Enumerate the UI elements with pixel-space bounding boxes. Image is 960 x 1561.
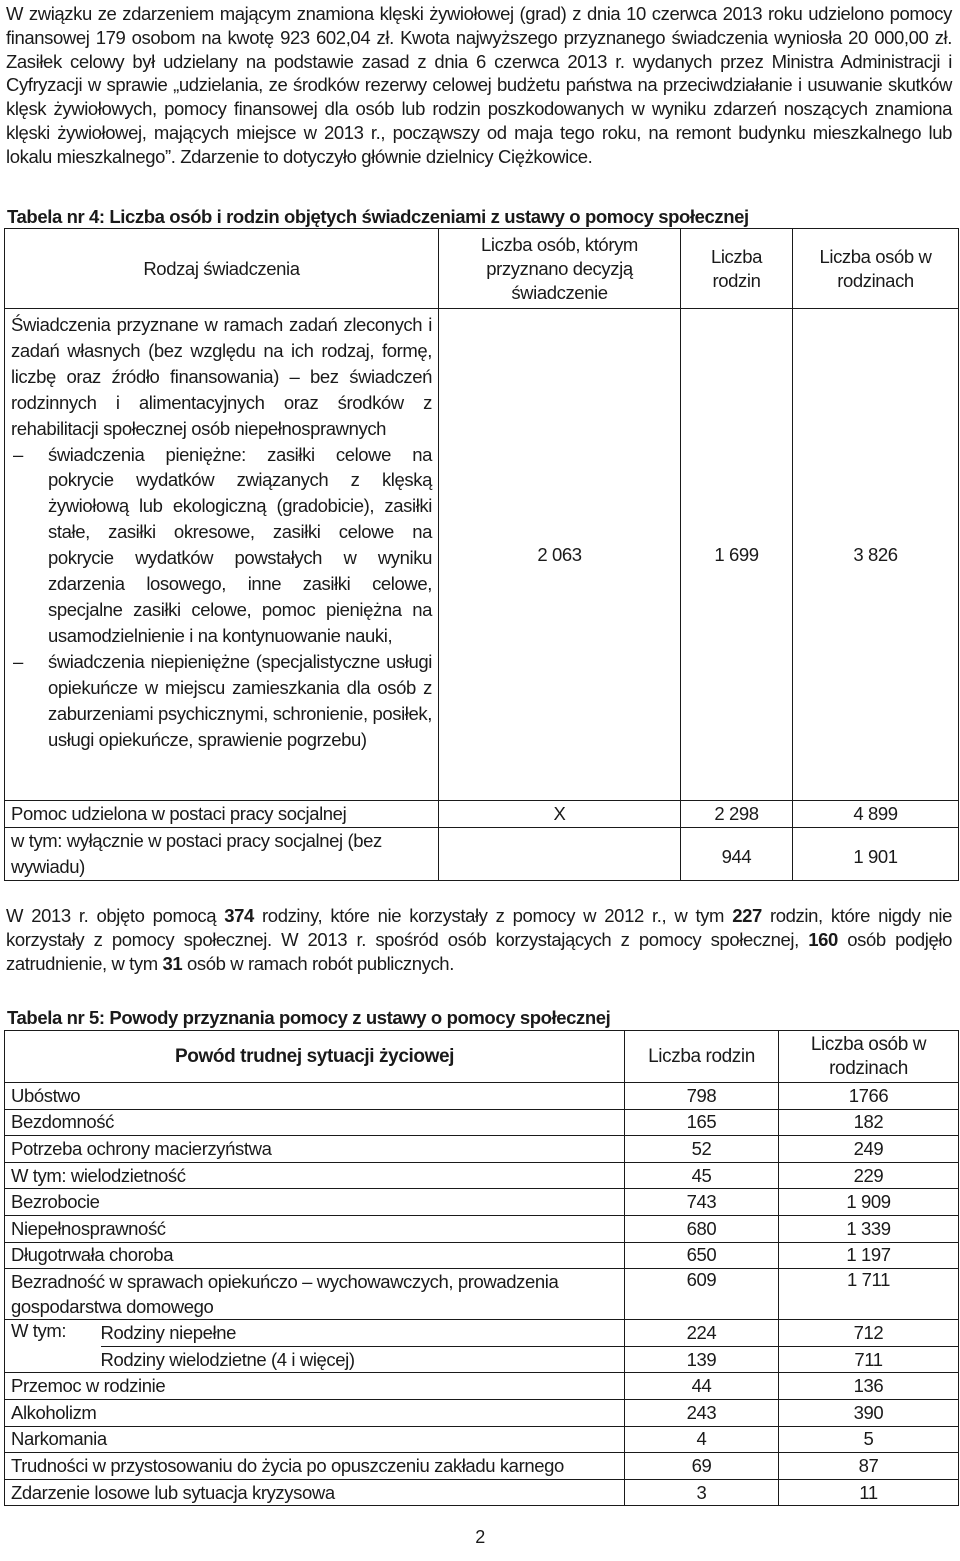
table-row: [5, 1320, 959, 1347]
table4-row1-intro: Świadczenia przyznane w ramach zadań zleconych i zadań własnych (bez względu na ich rodzaj, formę, liczbę oraz źródło finansowania) – bez świadczeń rodzinnych i alimentacyjnych oraz środków z rehabilitacji społecznej osób niepełnosprawnych: [11, 314, 432, 439]
table5-row-families: 139: [625, 1346, 779, 1373]
table5-row-families: 165: [625, 1109, 779, 1136]
table4-row1-bullet-noncash: – świadczenia niepieniężne (specjalistyczne usługi opiekuńcze w miejscu zamieszkania dla osób z zaburzeniami psychicznymi, schronienie, posiłek, usługi opiekuńcze, sprawienie pogrzebu): [11, 649, 432, 753]
table-row: [5, 1215, 959, 1242]
table5-row-families: 798: [625, 1083, 779, 1110]
table-row: [5, 1083, 959, 1110]
table-row: [5, 1136, 959, 1163]
table5-header-row: [5, 1031, 959, 1083]
table5-row-people: 249: [779, 1136, 959, 1163]
table5-row-label: Trudności w przystosowaniu do życia po opuszczeniu zakładu karnego: [5, 1453, 625, 1480]
summary-text-5: osób w ramach robót publicznych.: [182, 952, 454, 974]
summary-text-4: osób podjęło zatrudnienie, w tym: [6, 928, 952, 974]
table5-row-label: Bezdomność: [5, 1109, 625, 1136]
table4-row3-persons: [439, 827, 681, 880]
table5-row-label: Bezrobocie: [5, 1189, 625, 1216]
table5-header-reason: Powód trudnej sytuacji życiowej: [5, 1031, 625, 1083]
table5-row-people: 182: [779, 1109, 959, 1136]
table5-row-people: 1 339: [779, 1215, 959, 1242]
summary-paragraph: [6, 904, 952, 975]
table5-row-families: 4: [625, 1426, 779, 1453]
table-row: [5, 1399, 959, 1426]
table5-row-people: 1 909: [779, 1189, 959, 1216]
table5-header-families: Liczba rodzin: [625, 1031, 779, 1083]
table4-caption: Tabela nr 4: Liczba osób i rodzin objętych świadczeniami z ustawy o pomocy społecznej: [7, 206, 749, 227]
table4-row1-persons: 2 063: [439, 309, 681, 801]
table5-row-label: Zdarzenie losowe lub sytuacja kryzysowa: [5, 1479, 625, 1506]
table4-row1-families: 1 699: [681, 309, 793, 801]
table5-row-people: 87: [779, 1453, 959, 1480]
table4-row-benefits: [5, 309, 959, 801]
table4: [4, 228, 959, 881]
page-number: 2: [475, 1527, 485, 1547]
summary-text-1: W 2013 r. objęto pomocą: [6, 905, 225, 926]
summary-value-employed: 160: [808, 928, 838, 950]
table4-row3-families: 944: [681, 827, 793, 880]
table-row: [5, 1426, 959, 1453]
table5-row-label: Ubóstwo: [5, 1083, 625, 1110]
table5-row-families: 44: [625, 1373, 779, 1400]
table-row: [5, 1373, 959, 1400]
table5-row-people: 11: [779, 1479, 959, 1506]
table5-row-families: 650: [625, 1242, 779, 1269]
table5-row-people: 1766: [779, 1083, 959, 1110]
table5-row-families: 680: [625, 1215, 779, 1242]
table-row: [5, 1109, 959, 1136]
table4-row3-people: 1 901: [793, 827, 959, 880]
table5-row-people: 5: [779, 1426, 959, 1453]
table-row: [5, 1479, 959, 1506]
table5-row-people: 1 197: [779, 1242, 959, 1269]
summary-value-public-works: 31: [162, 952, 183, 974]
table5-row-label: Alkoholizm: [5, 1399, 625, 1426]
table5-row-people: 390: [779, 1399, 959, 1426]
table5-header-people: Liczba osób w rodzinach: [779, 1031, 959, 1083]
table5-row-people: 229: [779, 1162, 959, 1189]
table4-header-type: Rodzaj świadczenia: [5, 229, 439, 309]
table4-header-families: Liczba rodzin: [681, 229, 793, 309]
table5: [4, 1030, 959, 1506]
table4-row2-people: 4 899: [793, 801, 959, 828]
table5-row-families: 3: [625, 1479, 779, 1506]
table-row: [5, 1189, 959, 1216]
summary-text-3: rodzin, które nigdy nie korzystały z pomocy społecznej. W 2013 r. spośród osób korzystających z pomocy społecznej,: [6, 905, 953, 950]
table5-row-families: 224: [625, 1320, 779, 1347]
table4-row1-description: [5, 309, 439, 801]
table5-row-label: Potrzeba ochrony macierzyństwa: [5, 1136, 625, 1163]
table4-row-social-work-only: [5, 827, 959, 880]
table5-row-people: 1 711: [779, 1269, 959, 1320]
table5-row-families: 743: [625, 1189, 779, 1216]
table5-row-label: Długotrwała choroba: [5, 1242, 625, 1269]
table5-row-label: Rodziny niepełne: [101, 1320, 625, 1347]
table4-row2-persons: X: [439, 801, 681, 828]
table4-row3-label: w tym: wyłącznie w postaci pracy socjalnej (bez wywiadu): [5, 827, 439, 880]
table4-row1-bullet-cash: – świadczenia pieniężne: zasiłki celowe na pokrycie wydatków związanych z klęską żywiołową lub ekologiczną (gradobicie), zasiłki stałe, zasiłki okresowe, zasiłki celowe na pokrycie wydatków powstałych w wyniku zdarzenia losowego, inne zasiłki celowe, specjalne zasiłki celowe, pomoc pieniężna na usamodzielnienie i na kontynuowanie nauki,: [11, 442, 432, 649]
summary-value-never-helped: 227: [732, 905, 762, 926]
table5-row-families: 52: [625, 1136, 779, 1163]
table5-body: [5, 1083, 959, 1506]
table5-row-people: 711: [779, 1346, 959, 1373]
table4-row2-label: Pomoc udzielona w postaci pracy socjalnej: [5, 801, 439, 828]
table5-row-label: Bezradność w sprawach opiekuńczo – wychowawczych, prowadzenia gospodarstwa domowego: [5, 1269, 625, 1320]
table-row: [5, 1346, 959, 1373]
summary-value-new-families: 374: [224, 905, 254, 926]
table5-row-people: 136: [779, 1373, 959, 1400]
summary-text-2: rodziny, które nie korzystały z pomocy w 2012 r., w tym: [253, 905, 733, 926]
table5-row-label: Narkomania: [5, 1426, 625, 1453]
table5-row-label: Rodziny wielodzietne (4 i więcej): [101, 1346, 625, 1373]
table4-row2-families: 2 298: [681, 801, 793, 828]
table4-header-people: Liczba osób w rodzinach: [793, 229, 959, 309]
table4-header-persons: Liczba osób, którym przyznano decyzją świadczenie: [439, 229, 681, 309]
table5-row-families: 69: [625, 1453, 779, 1480]
intro-paragraph: W związku ze zdarzeniem mającym znamiona klęski żywiołowej (grad) z dnia 10 czerwca 2013 roku udzielono pomocy finansowej 179 osobom na kwotę 923 602,04 zł. Kwota najwyższego przyznanego świadczenia wyniosła 20 000,00 zł. Zasiłek celowy był udzielany na podstawie zasad z dnia 6 czerwca 2013 r. wydanych przez Ministra Administracji i Cyfryzacji w sprawie „udzielania, ze środków rezerwy celowej budżetu państwa na przeciwdziałanie i usuwanie skutków klęsk żywiołowych, pomocy finansowej dla osób lub rodzin poszkodowanych w wyniku zdarzeń noszących znamiona klęski żywiołowej, mających miejsce w 2013 r., począwszy od maja tego roku, na remont budynku mieszkalnego lub lokalu mieszkalnego”. Zdarzenie to dotyczyło głównie dzielnicy Ciężkowice.: [6, 3, 952, 167]
table4-row1-list: [11, 442, 432, 753]
table5-row-label: Przemoc w rodzinie: [5, 1373, 625, 1400]
table5-wtym-prefix: W tym:: [5, 1320, 101, 1373]
table-row: [5, 1162, 959, 1189]
table-row: [5, 1453, 959, 1480]
table5-row-label: W tym: wielodzietność: [5, 1162, 625, 1189]
table-row: [5, 1269, 959, 1320]
table5-caption: Tabela nr 5: Powody przyznania pomocy z ustawy o pomocy społecznej: [7, 1007, 611, 1028]
table5-row-families: 243: [625, 1399, 779, 1426]
table5-row-label: Niepełnosprawność: [5, 1215, 625, 1242]
table4-row1-people: 3 826: [793, 309, 959, 801]
table4-row-social-work: [5, 801, 959, 828]
table-row: [5, 1242, 959, 1269]
table5-row-families: 609: [625, 1269, 779, 1320]
table4-header-row: [5, 229, 959, 309]
table5-row-people: 712: [779, 1320, 959, 1347]
table5-row-families: 45: [625, 1162, 779, 1189]
